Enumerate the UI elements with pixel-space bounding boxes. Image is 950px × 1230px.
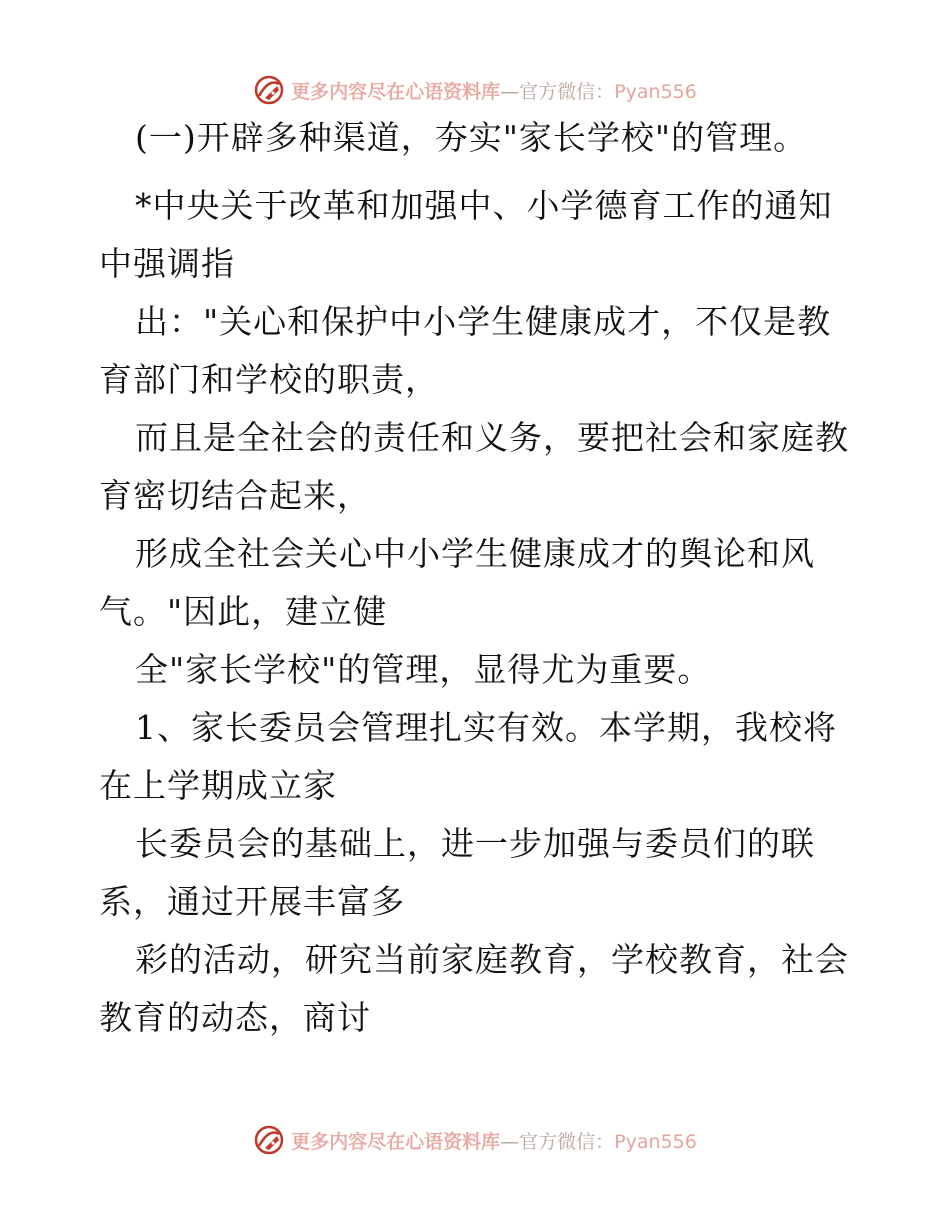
watermark-wechat-id: Pyan556 — [614, 80, 697, 103]
paragraph-line: 1、家长委员会管理扎实有效。本学期，我校将 — [135, 708, 837, 747]
paragraph-line: 出："关心和保护中小学生健康成才，不仅是教 — [135, 302, 832, 341]
paragraph-line: 教育的动态，商讨 — [99, 998, 371, 1037]
paragraph-line: 长委员会的基础上，进一步加强与委员们的联 — [135, 824, 815, 863]
paragraph-line: 在上学期成立家 — [99, 766, 337, 805]
paragraph-line: *中央关于改革和加强中、小学德育工作的通知 — [135, 186, 833, 225]
footer-watermark — [0, 1120, 950, 1160]
paragraph-line: 而且是全社会的责任和义务，要把社会和家庭教 — [135, 418, 849, 457]
watermark-wechat-id: Pyan556 — [614, 1130, 697, 1153]
paragraph-line: 全"家长学校"的管理，显得尤为重要。 — [135, 650, 712, 689]
pen-nib-logo-icon — [253, 1124, 285, 1156]
pen-nib-logo-icon — [253, 74, 285, 106]
watermark-text — [291, 77, 697, 104]
paragraph-line: 系，通过开展丰富多 — [99, 882, 405, 921]
paragraph-line: 育部门和学校的职责， — [99, 360, 439, 399]
paragraph-line: 彩的活动，研究当前家庭教育，学校教育，社会 — [135, 940, 849, 979]
paragraph-line: 中强调指 — [99, 244, 235, 283]
header-watermark — [0, 70, 950, 110]
watermark-label: —官方微信： — [500, 80, 615, 103]
paragraph-line: (一)开辟多种渠道，夯实"家长学校"的管理。 — [135, 118, 808, 157]
watermark-label: —官方微信： — [500, 1130, 615, 1153]
paragraph-line: 育密切结合起来， — [99, 476, 371, 515]
paragraph-line: 形成全社会关心中小学生健康成才的舆论和风 — [135, 534, 815, 573]
watermark-brand: 更多内容尽在心语资料库 — [291, 80, 501, 103]
watermark-brand: 更多内容尽在心语资料库 — [291, 1130, 501, 1153]
paragraph-line: 气。"因此，建立健 — [99, 592, 388, 631]
watermark-text — [291, 1127, 697, 1154]
